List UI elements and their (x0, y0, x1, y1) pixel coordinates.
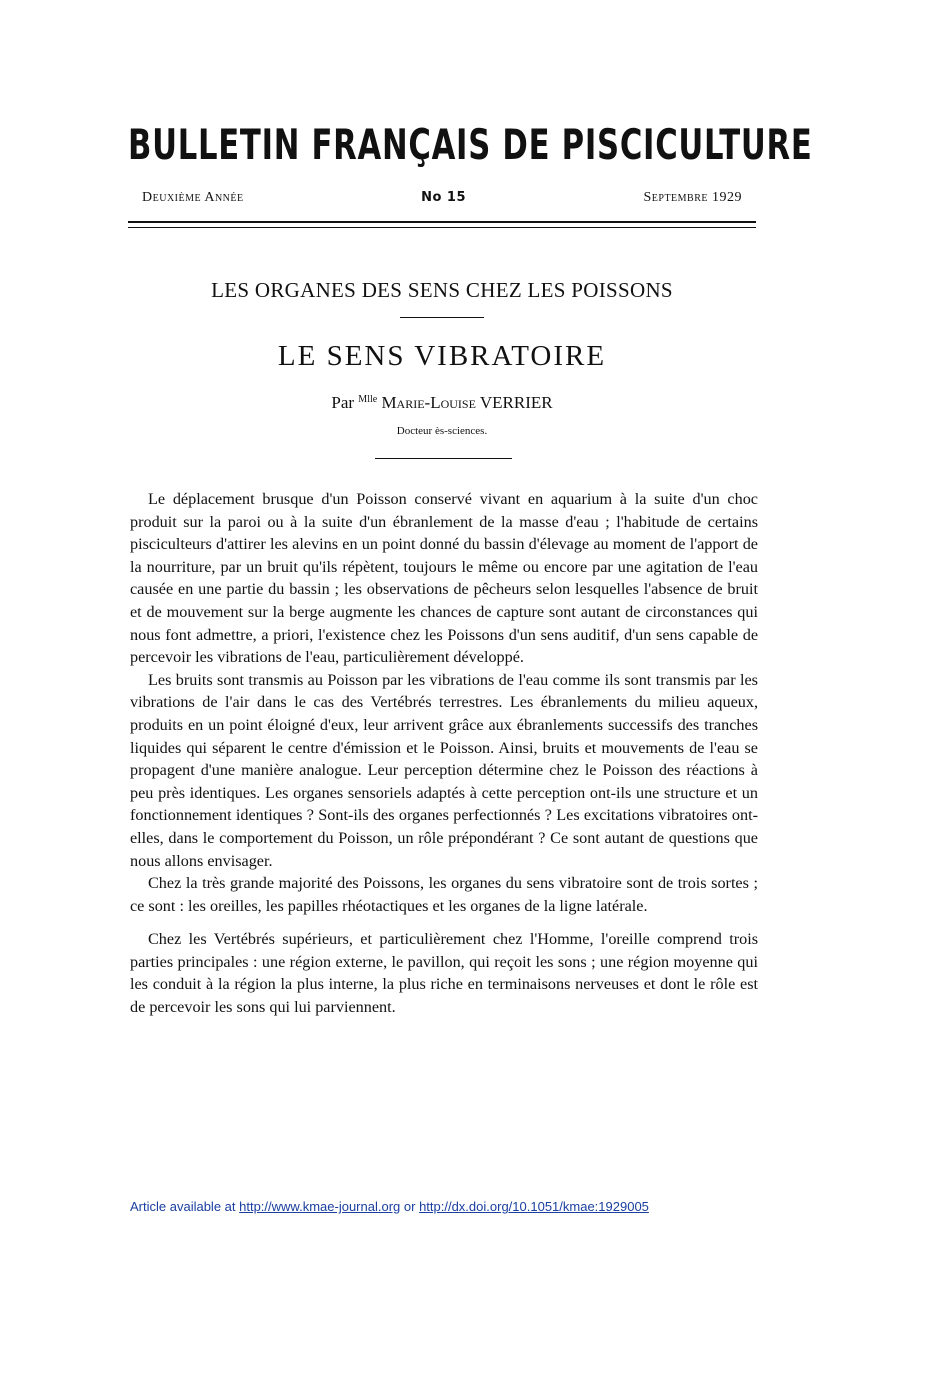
author-degree: Docteur ès-sciences. (396, 425, 488, 437)
paragraph: Chez les Vertébrés supérieurs, et particulièrement chez l'Homme, l'oreille comprend trois parties principales : une région externe, le pavillon, qui reçoit les sons ; une région moyenne qui les conduit à la région la plus interne, la plus riche en terminaisons nerveuses et dont le rôle est de percevoir les sons qui lui parviennent. (130, 930, 758, 1017)
author-last-name: VERRIER (479, 393, 553, 412)
paragraph: Les bruits sont transmis au Poisson par les vibrations de l'eau comme ils sont transmis par les vibrations de l'air dans le cas des Vertébrés terrestres. Les ébranlements du milieu aqueux, produits en un point éloigné d'eux, leur arrivent grâce aux ébranlements successifs des tranches liquides qui séparent le centre d'émission et le Poisson. Ainsi, bruits et mouvements de l'eau se propagent d'une manière analogue. Leur perception détermine chez le Poisson des réactions à peu près identiques. Les organes sensoriels adaptés à cette perception ont-ils une structure et un fonctionnement identiques ? Sont-ils des organes perfectionnés ? Les excitations vibratoires ont-elles, dans le comportement du Poisson, un rôle prépondérant ? Ce sont autant de questions que nous allons envisager. (130, 670, 758, 870)
year-label: Deuxième Année (142, 190, 244, 205)
author-divider (375, 458, 512, 459)
title-divider (400, 317, 484, 318)
series-title: LES ORGANES DES SENS CHEZ LES POISSONS (211, 278, 673, 302)
article-title: LE SENS VIBRATOIRE (277, 340, 607, 372)
issue-line (142, 190, 742, 206)
journal-title: BULLETIN FRANÇAIS DE PISCICULTURE (128, 120, 813, 169)
header-rule-thin (128, 227, 756, 228)
availability-footer (130, 1199, 649, 1214)
footer-prefix: Article available at (130, 1199, 236, 1214)
doi-link[interactable]: http://dx.doi.org/10.1051/kmae:1929005 (419, 1199, 649, 1214)
issue-date: Septembre 1929 (643, 190, 742, 205)
paragraph: Le déplacement brusque d'un Poisson conservé vivant en aquarium à la suite d'un choc produit sur la paroi ou à la suite d'un ébranlement de la masse d'eau ; l'habitude de certains pisciculteurs d'attirer les alevins en un point donné du bassin d'élevage au moment de l'apport de la nourriture, par un bruit qu'ils répètent, toujours le même ou encore par une agitation de l'eau causée en une partie du bassin ; les observations de pêcheurs selon lesquelles l'absence de bruit et de mouvement sur la berge augmente les chances de capture sont autant de circonstances qui nous font admettre, a priori, l'existence chez les Poissons d'un sens auditif, d'un sens capable de percevoir les vibrations de l'eau, particulièrement développé. (130, 490, 758, 667)
issue-number: No 15 (421, 190, 467, 205)
journal-link[interactable]: http://www.kmae-journal.org (239, 1199, 401, 1214)
author-honorific: Mlle (358, 394, 378, 405)
author-prefix: Par (331, 393, 355, 412)
article-body (130, 488, 758, 1019)
paragraph: Chez la très grande majorité des Poissons, les organes du sens vibratoire sont de trois sortes ; ce sont : les oreilles, les papilles rhéotactiques et les organes de la ligne latérale. (130, 874, 758, 915)
header-rule-thick (128, 221, 756, 223)
footer-or: or (403, 1199, 416, 1214)
author-line (128, 393, 756, 413)
author-first-name: Marie-Louise (381, 393, 476, 412)
